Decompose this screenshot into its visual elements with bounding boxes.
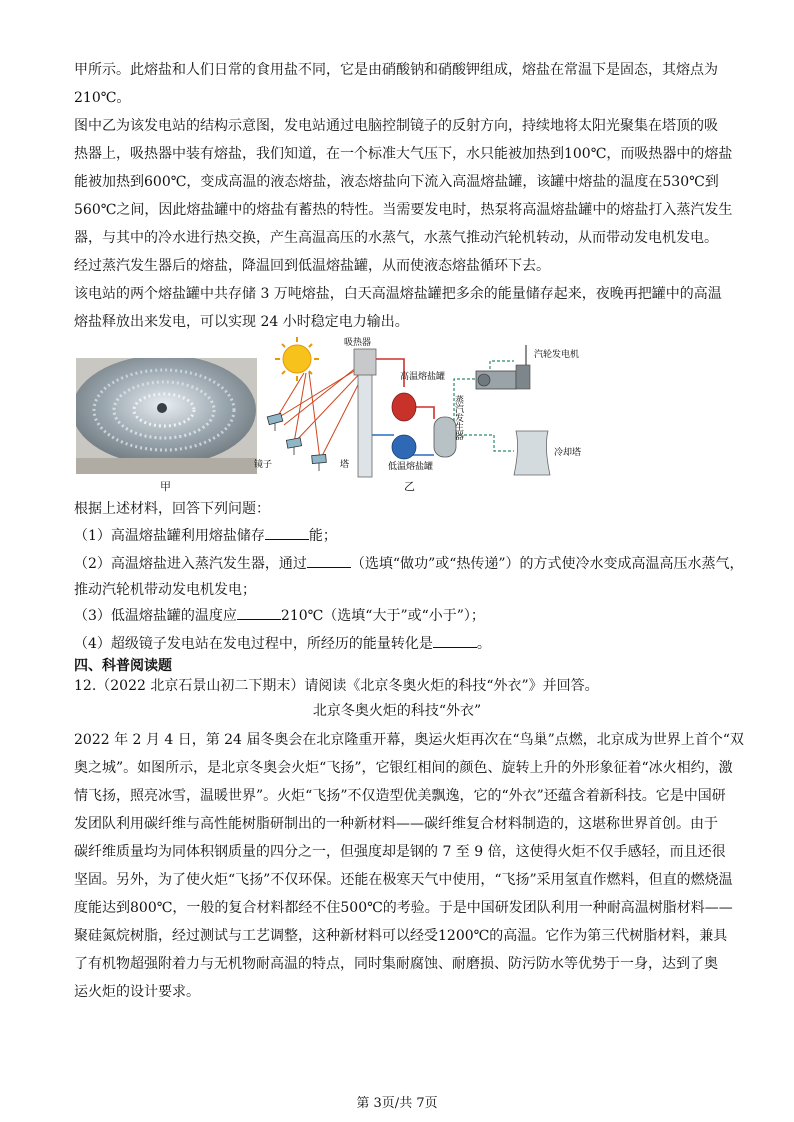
q3-answer-blank[interactable] xyxy=(237,605,281,620)
q4-text: （4）超级镜子发电站在发电过程中，所经历的能量转化是 xyxy=(74,636,433,652)
article-body xyxy=(74,726,744,1006)
text-line: 碳纤维质量均为同体积钢质量的四分之一，但强度却是钢的 7 至 9 倍，这使得火炬不仅手感轻，而且还很 xyxy=(74,844,726,860)
mirror-label: 镜子 xyxy=(254,460,273,470)
turbine-label: 汽轮发电机 xyxy=(534,350,580,360)
hot-tank xyxy=(392,393,416,421)
steam-generator-label: 蒸汽发生器 xyxy=(453,395,463,440)
q1-answer-blank[interactable] xyxy=(265,525,309,540)
q4-answer-blank[interactable] xyxy=(433,633,477,648)
text-line: 了有机物超强附着力与无机物耐高温的特点，同时集耐腐蚀、耐磨损、防污防水等优势于一身，达到了奥 xyxy=(74,956,718,972)
text-line: 器，与其中的冷水进行热交换，产生高温高压的水蒸气，水蒸气推动汽轮机转动，从而带动发电机发电。 xyxy=(74,230,718,246)
cold-tank-label: 低温熔盐罐 xyxy=(388,462,434,472)
text-line: 发团队利用碳纤维与高性能树脂研制出的一种新材料——碳纤维复合材料制造的，这堪称世界首创。由于 xyxy=(74,816,718,832)
figure-caption-b: 乙 xyxy=(404,480,415,493)
question-1 xyxy=(74,524,337,548)
section-title: 四、科普阅读题 xyxy=(74,658,172,674)
q4-text-post: 。 xyxy=(476,636,491,652)
text-line: 熔盐释放出来发电，可以实现 24 小时稳定电力输出。 xyxy=(74,314,409,330)
text-line: 运火炬的设计要求。 xyxy=(74,984,200,1000)
question-4 xyxy=(74,632,491,656)
text-line: 情飞扬，照亮冰雪，温暖世界”。火炬“飞扬”不仅造型优美飘逸，它的“外衣”还蕴含着新科技。它是中国研 xyxy=(74,788,726,804)
hot-tank-label: 高温熔盐罐 xyxy=(400,372,446,382)
q3-text-post: 210℃（选填“大于”或“小于”）； xyxy=(280,608,485,624)
text-line: 210℃。 xyxy=(74,90,131,106)
q1-text: （1）高温熔盐罐利用熔盐储存 xyxy=(74,528,265,544)
text-line: 聚硅氮烷树脂，经过测试与工艺调整，这种新材料可以经受1200℃的高温。它作为第三代树脂材料，兼具 xyxy=(74,928,728,944)
text-line: 能被加热到600℃，变成高温的液态熔盐，液态熔盐向下流入高温熔盐罐，该罐中熔盐的温度在530℃到 xyxy=(74,174,719,190)
text-line: 该电站的两个熔盐罐中共存储 3 万吨熔盐，白天高温熔盐罐把多余的能量储存起来，夜晚再把罐中的高温 xyxy=(74,286,722,302)
sun-icon xyxy=(275,337,319,381)
q3-text: （3）低温熔盐罐的温度应 xyxy=(74,608,237,624)
cold-tank xyxy=(392,435,416,459)
text-line: 坚固。另外，为了使火炬“飞扬”不仅环保。还能在极寒天气中使用，“飞扬”采用氢直作燃料，但直的燃烧温 xyxy=(74,872,733,888)
question-2-line2: 推动汽轮机带动发电机发电； xyxy=(74,582,256,598)
text-line: 甲所示。此熔盐和人们日常的食用盐不同，它是由硝酸钠和硝酸钾组成，熔盐在常温下是固态，其熔点为 xyxy=(74,62,718,78)
tower-label: 塔 xyxy=(340,460,350,470)
question-12-header: 12.（2022 北京石景山初二下期末）请阅读《北京冬奥火炬的科技“外衣”》并回答。 xyxy=(74,678,599,694)
questions-intro: 根据上述材料，回答下列问题： xyxy=(74,501,270,517)
text-line: 经过蒸汽发生器后的熔盐，降温回到低温熔盐罐，从而使液态熔盐循环下去。 xyxy=(74,258,550,274)
text-line: 2022 年 2 月 4 日，第 24 届冬奥会在北京隆重开幕，奥运火炬再次在“鸟巢”点燃，北京成为世界上首个“双 xyxy=(74,732,744,748)
text-line: 图中乙为该发电站的结构示意图，发电站通过电脑控制镜子的反射方向，持续地将太阳光聚集在塔顶的吸 xyxy=(74,118,718,134)
absorber xyxy=(354,349,376,375)
page-footer: 第 3页/共 7页 xyxy=(356,1096,438,1111)
q2-answer-blank[interactable] xyxy=(307,553,351,568)
tower xyxy=(358,373,372,477)
question-3 xyxy=(74,604,485,628)
heliostat-field-photo xyxy=(76,358,257,474)
cooling-tower xyxy=(514,431,550,475)
cooling-tower-label: 冷却塔 xyxy=(554,448,582,458)
article-title: 北京冬奥火炬的科技“外衣” xyxy=(312,703,482,719)
q2-text: （2）高温熔盐进入蒸汽发生器，通过 xyxy=(74,556,307,572)
figure-caption-a: 甲 xyxy=(160,480,171,493)
question-2 xyxy=(74,552,744,576)
intro-paragraph xyxy=(74,56,733,336)
text-line: 560℃之间，因此熔盐罐中的熔盐有蓄热的特性。当需要发电时，热泵将高温熔盐罐中的熔盐打入蒸汽发生 xyxy=(74,202,733,218)
text-line: 奥之城”。如图所示，是北京冬奥会火炬“飞扬”，它银红相间的颜色、旋转上升的外形象征着“冰火相约，激 xyxy=(74,760,733,776)
turbine-generator xyxy=(476,345,530,389)
text-line: 热器上，吸热器中装有熔盐，我们知道，在一个标准大气压下，水只能被加热到100℃，而吸热器中的熔盐 xyxy=(74,146,733,162)
q2-text-post: （选填“做功”或“热传递”）的方式使冷水变成高温高压水蒸气， xyxy=(350,556,744,572)
power-station-diagram xyxy=(254,335,584,481)
q1-text-post: 能； xyxy=(308,528,337,544)
absorber-label: 吸热器 xyxy=(344,338,372,348)
text-line: 度能达到800℃，一般的复合材料都经不住500℃的考验。于是中国研发团队利用一种耐高温树脂材料—— xyxy=(74,900,733,916)
